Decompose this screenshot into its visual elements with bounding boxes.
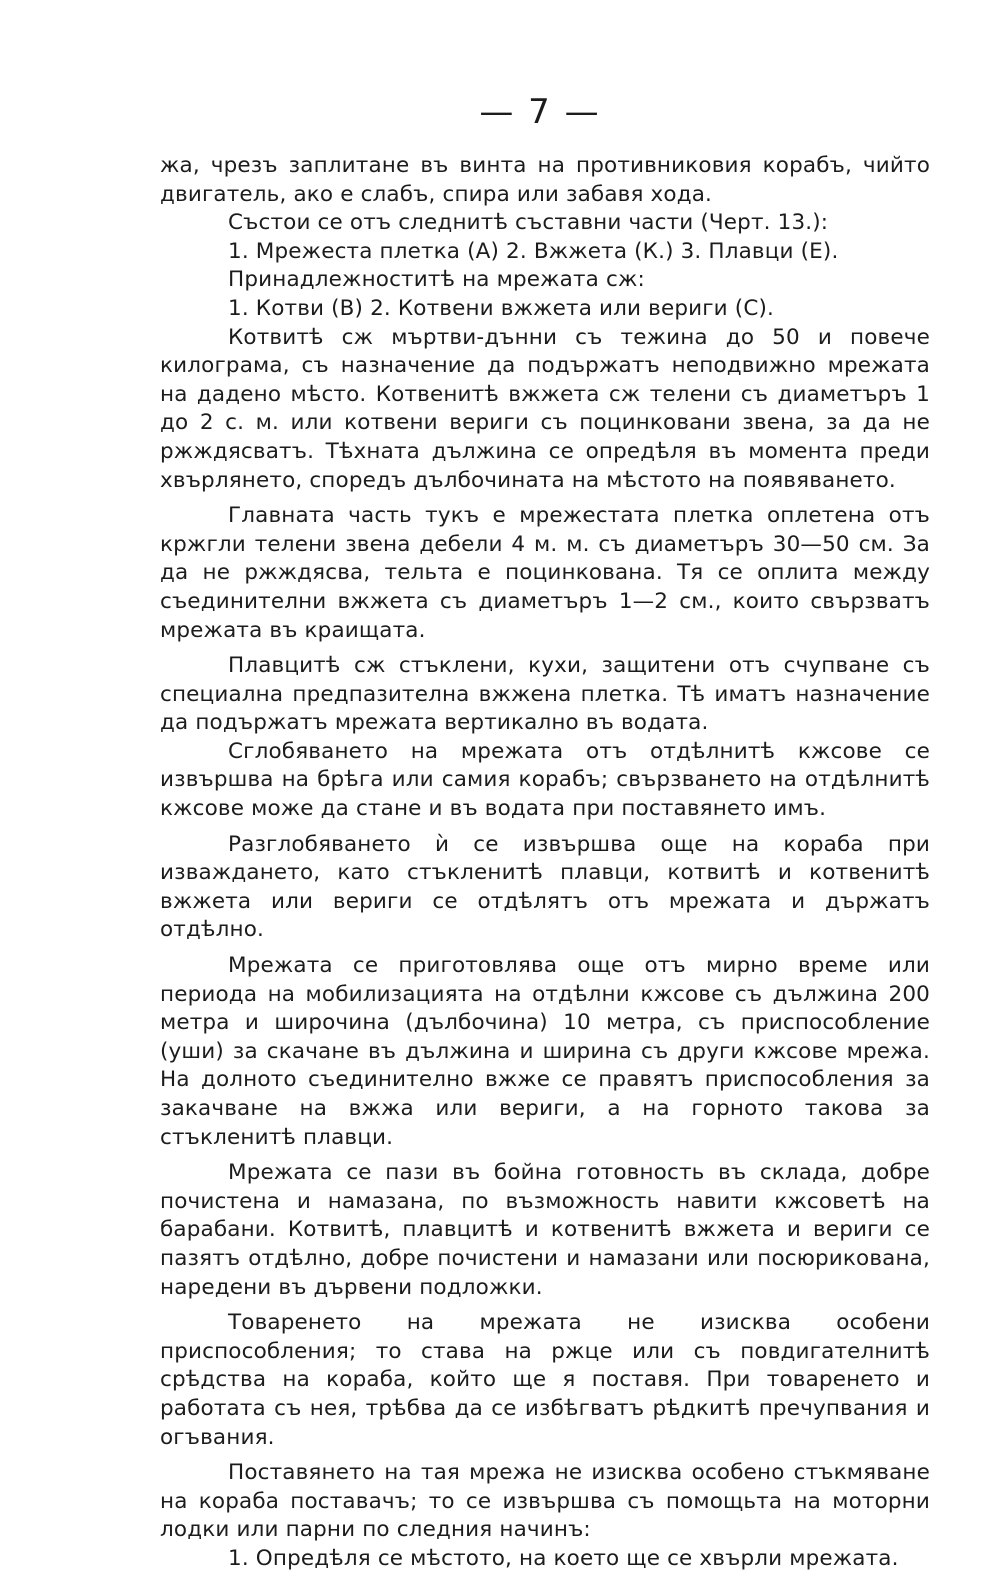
paragraph-accessories-intro: Принадлежноститѣ на мрежата сж:: [228, 267, 645, 293]
paragraph-anchors: Котвитѣ сж мъртви-дънни съ тежина до 50 и повече килограма, съ назначение да подържатъ неподвижно мрежата на дадено мѣсто. Котвенитѣ вжжета сж телени съ диаметъръ 1 до 2 с. м. или котвени вериги съ поцинковани звена, за да не ржждясватъ. Тѣхната дължина се опредѣля въ момента преди хвърлянето, споредъ дълбочината на мѣстото на появяването.: [160, 324, 930, 493]
paragraph-assembly: Сглобяването на мрежата отъ отдѣлнитѣ кжсове се извършва на брѣга или самия корабъ; свързването на отдѣлнитѣ кжсове може да стане и въ водата при поставянето имъ.: [160, 738, 930, 822]
paragraph-disassembly: Разглобяването ѝ се извършва още на кораба при изваждането, като стъкленитѣ плавци, котвитѣ и котвенитѣ вжжета или вериги се отдѣлятъ отъ мрежата и държатъ отдѣлно.: [160, 831, 930, 943]
paragraph-laying: Поставянето на тая мрежа не изисква особено стъкмяване на кораба поставачъ; то се извършва съ помощьта на моторни лодки или парни по следния начинъ:: [160, 1460, 930, 1543]
paragraph-preparation: Мрежата се приготовлява още отъ мирно време или периода на мобилизацията на отдѣлни кжсове съ дължина 200 метра и широчина (дълбочина) 10 метра, съ приспособление (уши) за скачане въ дължина и ширина съ други кжсове мрежа. На долното съединително вжже се правятъ приспособления за закачване на вжжа или вериги, а на горното такова за стъкленитѣ плавци.: [160, 953, 930, 1150]
paragraph-loading: Товаренето на мрежата не изисква особени приспособления; то става на ржце или съ повдигателнитѣ срѣдства на кораба, който ще я поставя. При товаренето и работата съ нея, трѣбва да се избѣгватъ рѣдкитѣ пречупвания и огъвания.: [160, 1310, 930, 1450]
body-text: [160, 152, 930, 1574]
paragraph-main-net: Главната часть тукъ е мрежестата плетка оплетена отъ кржгли телени звена дебели 4 м. м. съ диаметъръ 30—50 см. За да не ржждясва, тельта е поцинкована. Тя се оплита между съединителни вжжета съ диаметъръ 1—2 см., които свързватъ мрежата въ краищата.: [160, 503, 930, 643]
paragraph-storage: Мрежата се пази въ бойна готовность въ склада, добре почистена и намазана, по възможность навити кжсоветѣ на барабани. Котвитѣ, плавцитѣ и котвенитѣ вжжета и вериги се пазятъ отдѣлно, добре почистени и намазани или посюрикована, наредени въ дървени подложки.: [160, 1160, 930, 1300]
laying-step-item: 1. Опредѣля се мѣстото, на което ще се хвърли мрежата.: [228, 1545, 899, 1571]
paragraph-continuation: жа, чрезъ заплитане въ винта на противниковия корабъ, чийто двигатель, ако е слабъ, спира или забавя хода.: [160, 153, 930, 207]
page-number: — 7 —: [479, 92, 601, 132]
paragraph-floats: Плавцитѣ сж стъклени, кухи, защитени отъ счупване съ специална предпазителна вжжена плетка. Тѣ иматъ назначение да подържатъ мрежата вертикално въ водата.: [160, 653, 930, 736]
paragraph-components-intro: Състои се отъ следнитѣ съставни части (Черт. 13.):: [228, 210, 829, 236]
accessories-list-item: 1. Котви (В) 2. Котвени вжжета или вериги (С).: [228, 295, 775, 321]
components-list-item: 1. Мрежеста плетка (А) 2. Вжжета (К.) 3. Плавци (Е).: [228, 238, 839, 264]
